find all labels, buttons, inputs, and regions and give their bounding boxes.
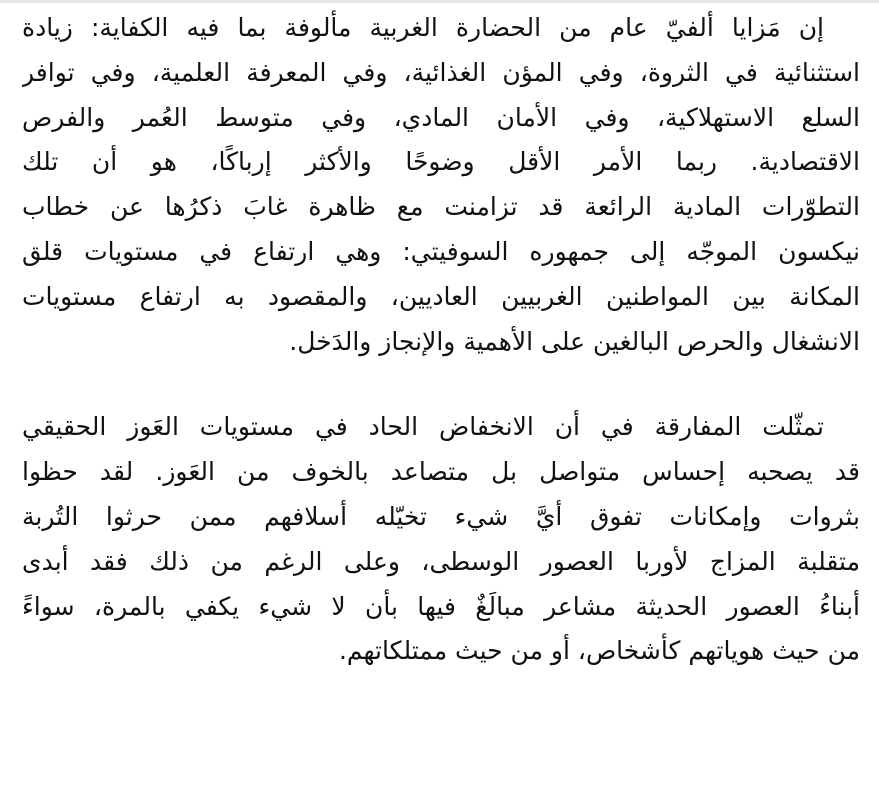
document-page xyxy=(22,6,860,674)
text-line: الاقتصادية. ربما الأمر الأقل وضوحًا والأكثر إرباكًا، هو أن تلك xyxy=(22,147,860,177)
text-line: نيكسون الموجّه إلى جمهوره السوفيتي: وهي ارتفاع في مستويات قلق xyxy=(22,236,860,266)
text-line: استثنائية في الثروة، وفي المؤن الغذائية، وفي المعرفة العلمية، وفي توافر xyxy=(22,57,860,87)
text-line: أبناءُ العصور الحديثة مشاعر مبالَغٌ فيها بأن لا شيء يكفي بالمرة، سواءً xyxy=(22,591,860,621)
text-line: قد يصحبه إحساس متواصل بل متصاعد بالخوف من العَوز. لقد حظوا xyxy=(22,457,860,487)
text-line: السلع الاستهلاكية، وفي الأمان المادي، وفي متوسط العُمر والفرص xyxy=(22,102,860,132)
text-line: إن مَزايا ألفيّ عام من الحضارة الغربية مألوفة بما فيه الكفاية: زيادة xyxy=(22,13,824,42)
paragraph-2 xyxy=(22,405,860,674)
text-line: التطوّرات المادية الرائعة قد تزامنت مع ظاهرة غابَ ذكرُها عن خطاب xyxy=(22,192,860,222)
text-line: تمثّلت المفارقة في أن الانخفاض الحاد في مستويات العَوز الحقيقي xyxy=(22,412,824,442)
top-border xyxy=(0,0,879,3)
text-line: الانشغال والحرص البالغين على الأهمية والإنجاز والدَخل. xyxy=(289,326,860,356)
text-line: بثروات وإمكانات تفوق أيَّ شيء تخيّله أسلافهم ممن حرثوا التُربة xyxy=(22,501,860,531)
text-line: متقلبة المزاج لأوربا العصور الوسطى، وعلى الرغم من ذلك فقد أبدى xyxy=(22,546,860,576)
text-line: المكانة بين المواطنين الغربيين العاديين، والمقصود به ارتفاع مستويات xyxy=(22,281,860,311)
paragraph-1 xyxy=(22,6,860,364)
text-line: من حيث هوياتهم كأشخاص، أو من حيث ممتلكاتهم. xyxy=(338,636,860,666)
